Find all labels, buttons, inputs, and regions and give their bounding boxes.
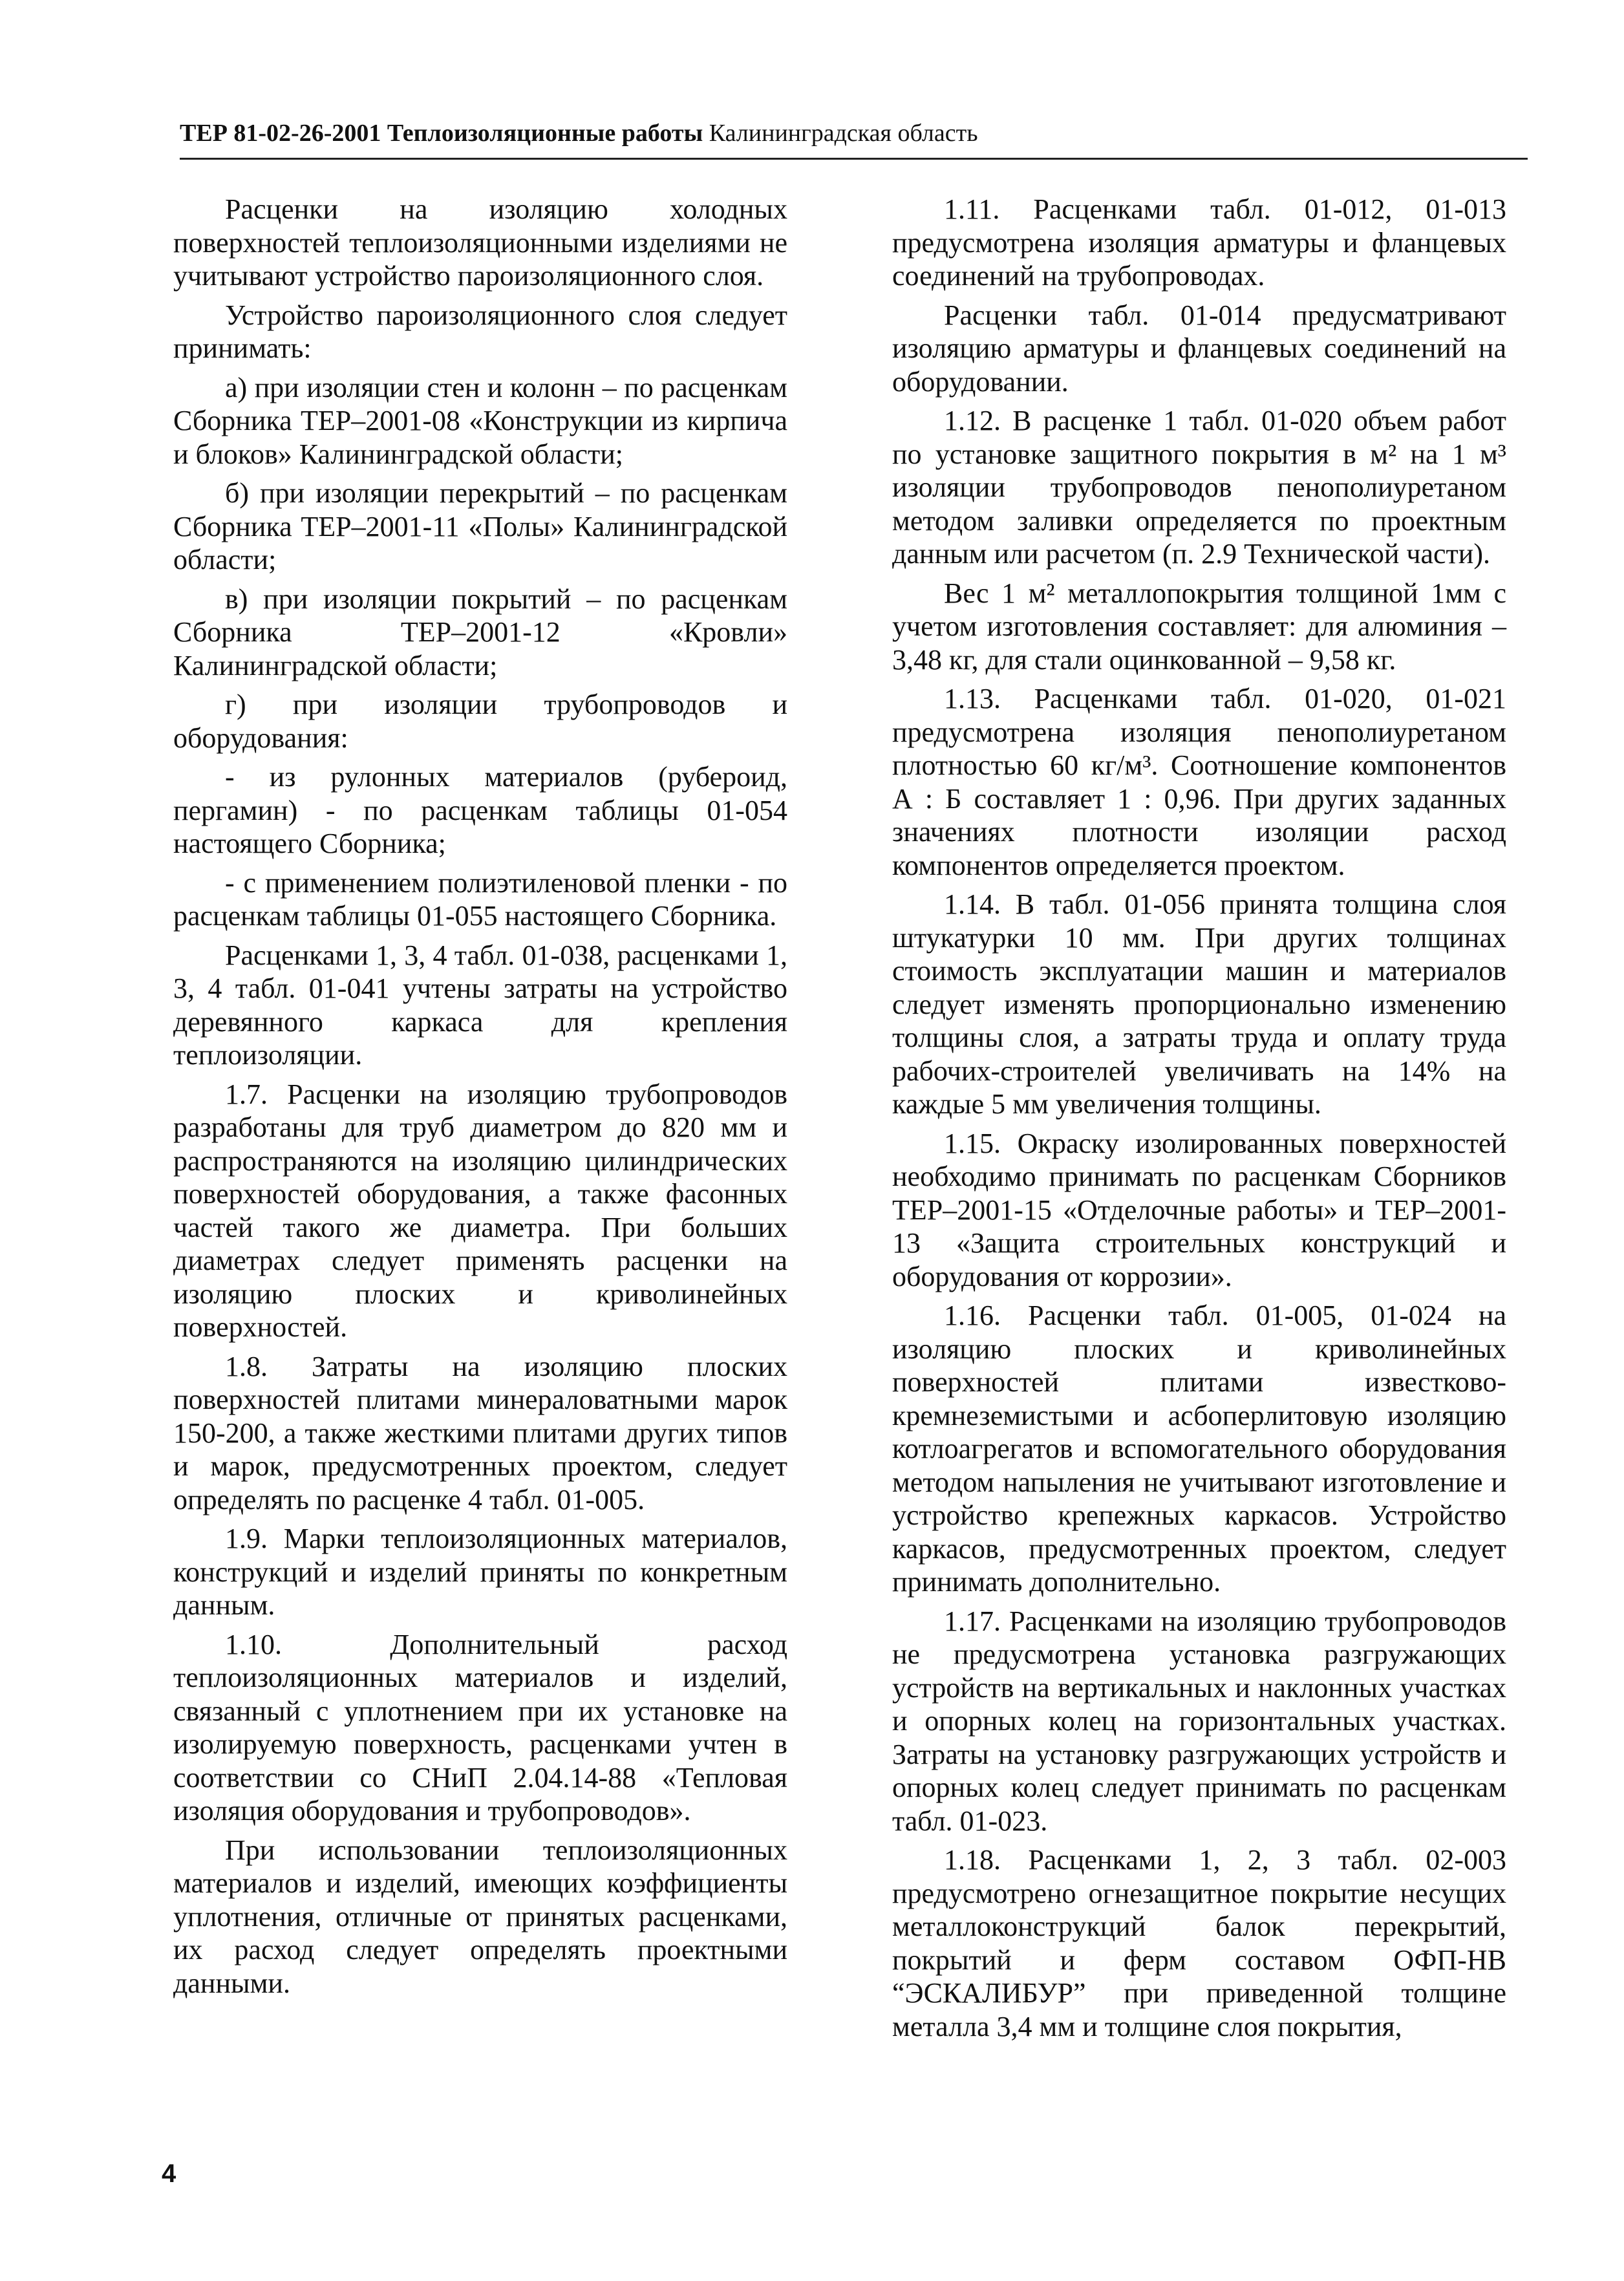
paragraph: 1.18. Расценками 1, 2, 3 табл. 02-003 предусмотрено огнезащитное покрытие несущих металлоконструкций балок перекрытий, покрытий и ферм составом ОФП-НВ “ЭСКАЛИБУР” при приведенной толщине металла 3,4 мм и толщине слоя покрытия, [892, 1844, 1506, 2042]
running-header [180, 114, 1518, 153]
document-title: Теплоизоляционные работы [387, 120, 703, 147]
document-code: ТЕР 81-02-26-2001 [180, 120, 381, 147]
paragraph: Устройство пароизоляционного слоя следует принимать: [173, 299, 787, 364]
paragraph: 1.11. Расценками табл. 01-012, 01-013 предусмотрена изоляция арматуры и фланцевых соединений на трубопроводах. [892, 193, 1506, 292]
paragraph: Вес 1 м² металлопокрытия толщиной 1мм с учетом изготовления составляет: для алюминия – 3,48 кг, для стали оцинкованной – 9,58 кг. [892, 577, 1506, 676]
paragraph: в) при изоляции покрытий – по расценкам Сборника ТЕР–2001-12 «Кровли» Калининградской области; [173, 583, 787, 681]
paragraph: Расценки табл. 01-014 предусматривают изоляцию арматуры и фланцевых соединений на оборудовании. [892, 299, 1506, 398]
paragraph: г) при изоляции трубопроводов и оборудования: [173, 689, 787, 754]
left-column [173, 193, 787, 2006]
paragraph: 1.17. Расценками на изоляцию трубопроводов не предусмотрена установка разгружающих устройств на вертикальных и наклонных участках и опорных колец на горизонтальных участках. Затраты на установку разгружающих устройств и опорных колец следует принимать по расценкам табл. 01-023. [892, 1605, 1506, 1837]
paragraph: 1.10. Дополнительный расход теплоизоляционных материалов и изделий, связанный с уплотнением при их установке на изолируемую поверхность, расценками учтен в соответствии со СНиП 2.04.14-88 «Тепловая изоляция оборудования и трубопроводов». [173, 1628, 787, 1826]
paragraph: Расценками 1, 3, 4 табл. 01-038, расценками 1, 3, 4 табл. 01-041 учтены затраты на устройство деревянного каркаса для крепления теплоизоляции. [173, 939, 787, 1071]
paragraph: При использовании теплоизоляционных материалов и изделий, имеющих коэффициенты уплотнения, отличные от принятых расценками, их расход следует определять проектными данными. [173, 1834, 787, 1999]
page-number: 4 [162, 2159, 176, 2188]
paragraph: - с применением полиэтиленовой пленки - по расценкам таблицы 01-055 настоящего Сборника. [173, 866, 787, 932]
paragraph: а) при изоляции стен и колонн – по расценкам Сборника ТЕР–2001-08 «Конструкции из кирпича и блоков» Калининградской области; [173, 371, 787, 470]
paragraph: 1.8. Затраты на изоляцию плоских поверхностей плитами минераловатными марок 150-200, а также жесткими плитами других типов и марок, предусмотренных проектом, следует определять по расценке 4 табл. 01-005. [173, 1350, 787, 1515]
paragraph: 1.16. Расценки табл. 01-005, 01-024 на изоляцию плоских и криволинейных поверхностей плитами известково-кремнеземистыми и асбоперлитовую изоляцию котлоагрегатов и вспомогательного оборудования методом напыления не учитывают изготовление и устройство крепежных каркасов. Устройство каркасов, предусмотренных проектом, следует принимать дополнительно. [892, 1300, 1506, 1598]
paragraph: Расценки на изоляцию холодных поверхностей теплоизоляционными изделиями не учитывают устройство пароизоляционного слоя. [173, 193, 787, 292]
paragraph: 1.7. Расценки на изоляцию трубопроводов разработаны для труб диаметром до 820 мм и распространяются на изоляцию цилиндрических поверхностей оборудования, а также фасонных частей такого же диаметра. При больших диаметрах следует применять расценки на изоляцию плоских и криволинейных поверхностей. [173, 1078, 787, 1343]
paragraph: 1.14. В табл. 01-056 принята толщина слоя штукатурки 10 мм. При других толщинах стоимость эксплуатации машин и материалов следует изменять пропорционально изменению толщины слоя, а затраты труда и оплату труда рабочих-строителей увеличивать на 14% на каждые 5 мм увеличения толщины. [892, 888, 1506, 1120]
paragraph: - из рулонных материалов (рубероид, пергамин) - по расценкам таблицы 01-054 настоящего Сборника; [173, 761, 787, 859]
header-divider [180, 158, 1528, 160]
document-region: Калининградская область [709, 120, 978, 147]
paragraph: 1.12. В расценке 1 табл. 01-020 объем работ по установке защитного покрытия в м² на 1 м³ изоляции трубопроводов пенополиуретаном методом заливки определяется по проектным данным или расчетом (п. 2.9 Технической части). [892, 405, 1506, 570]
paragraph: 1.9. Марки теплоизоляционных материалов, конструкций и изделий приняты по конкретным данным. [173, 1523, 787, 1621]
paragraph: б) при изоляции перекрытий – по расценкам Сборника ТЕР–2001-11 «Полы» Калининградской области; [173, 477, 787, 575]
paragraph: 1.13. Расценками табл. 01-020, 01-021 предусмотрена изоляция пенополиуретаном плотностью 60 кг/м³. Соотношение компонентов А : Б составляет 1 : 0,96. При других заданных значениях плотности изоляции расход компонентов определяется проектом. [892, 683, 1506, 881]
right-column [892, 193, 1506, 2049]
paragraph: 1.15. Окраску изолированных поверхностей необходимо принимать по расценкам Сборников ТЕР–2001-15 «Отделочные работы» и ТЕР–2001-13 «Защита строительных конструкций и оборудования от коррозии». [892, 1127, 1506, 1292]
